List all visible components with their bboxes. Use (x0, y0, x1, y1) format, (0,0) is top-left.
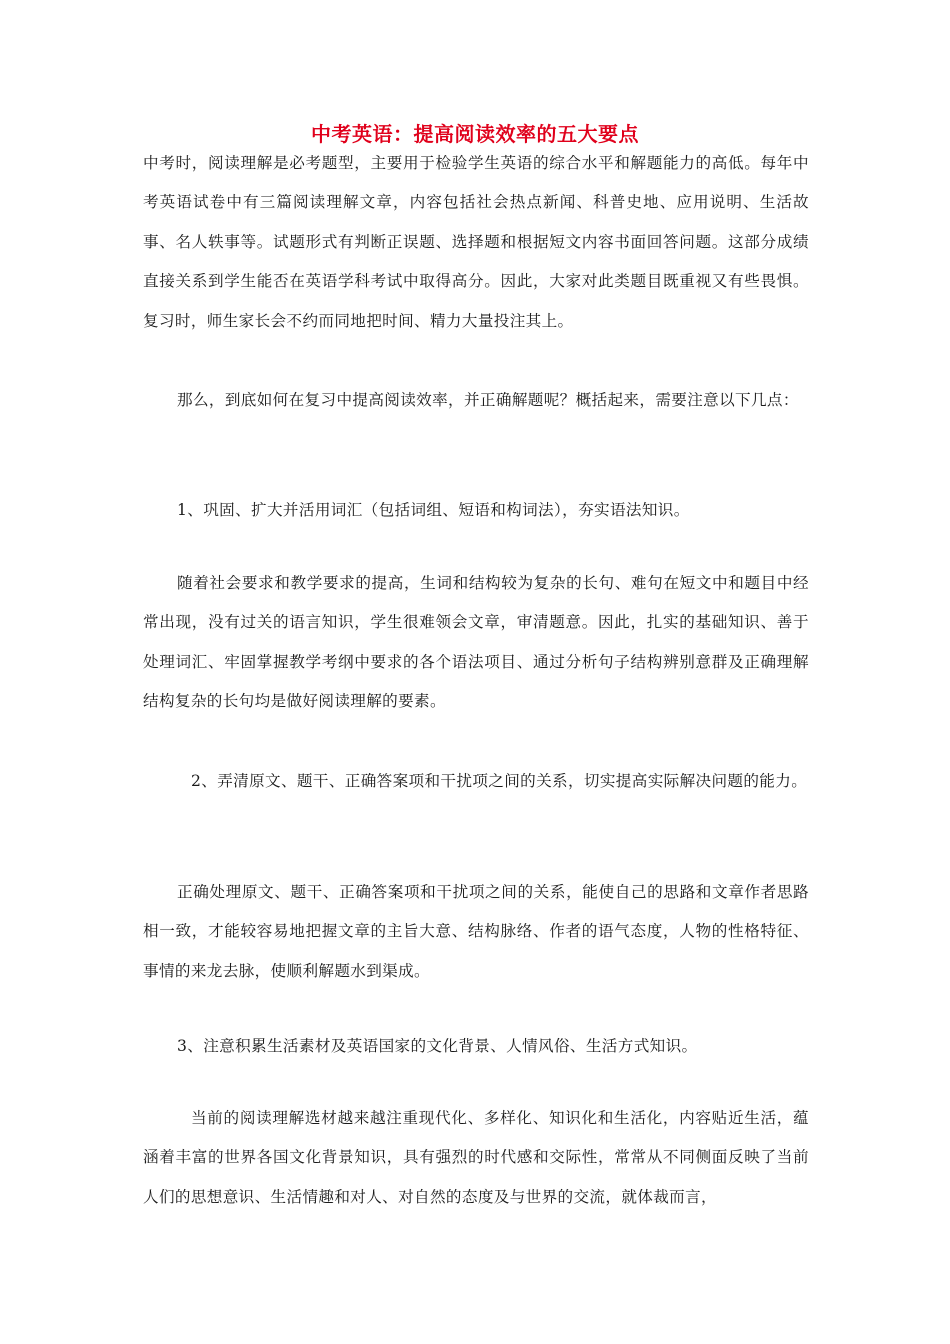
point-2-heading: 2、弄清原文、题干、正确答案项和干扰项之间的关系，切实提高实际解决问题的能力。 (191, 772, 808, 790)
point-2-body: 正确处理原文、题干、正确答案项和干扰项之间的关系，能使自己的思路和文章作者思路相一致，才能较容易地把握文章的主旨大意、结构脉络、作者的语气态度，人物的性格特征、事情的来龙去脉，使顺利解题水到渠成。 (143, 883, 809, 980)
point-1-heading: 1、巩固、扩大并活用词汇（包括词组、短语和构词法），夯实语法知识。 (177, 501, 690, 519)
question-paragraph: 那么，到底如何在复习中提高阅读效率，并正确解题呢？概括起来，需要注意以下几点： (177, 391, 799, 409)
point-1-body: 随着社会要求和教学要求的提高，生词和结构较为复杂的长句、难句在短文中和题目中经常出现，没有过关的语言知识，学生很难领会文章，审清题意。因此，扎实的基础知识、善于处理词汇、牢固掌握教学考纲中要求的各个语法项目、通过分析句子结构辨别意群及正确理解结构复杂的长句均是做好阅读理解的要素。 (143, 574, 809, 711)
intro-paragraph: 中考时，阅读理解是必考题型，主要用于检验学生英语的综合水平和解题能力的高低。每年中考英语试卷中有三篇阅读理解文章，内容包括社会热点新闻、科普史地、应用说明、生活故事、名人轶事等。试题形式有判断正误题、选择题和根据短文内容书面回答问题。这部分成绩直接关系到学生能否在英语学科考试中取得高分。因此，大家对此类题目既重视又有些畏惧。复习时，师生家长会不约而同地把时间、精力大量投注其上。 (143, 154, 809, 330)
point-3-heading: 3、注意积累生活素材及英语国家的文化背景、人情风俗、生活方式知识。 (177, 1037, 698, 1055)
document-title: 中考英语：提高阅读效率的五大要点 (311, 122, 639, 146)
point-3-body: 当前的阅读理解选材越来越注重现代化、多样化、知识化和生活化，内容贴近生活，蕴涵着丰富的世界各国文化背景知识，具有强烈的时代感和交际性，常常从不同侧面反映了当前人们的思想意识、生活情趣和对人、对自然的态度及与世界的交流，就体裁而言， (143, 1109, 809, 1206)
